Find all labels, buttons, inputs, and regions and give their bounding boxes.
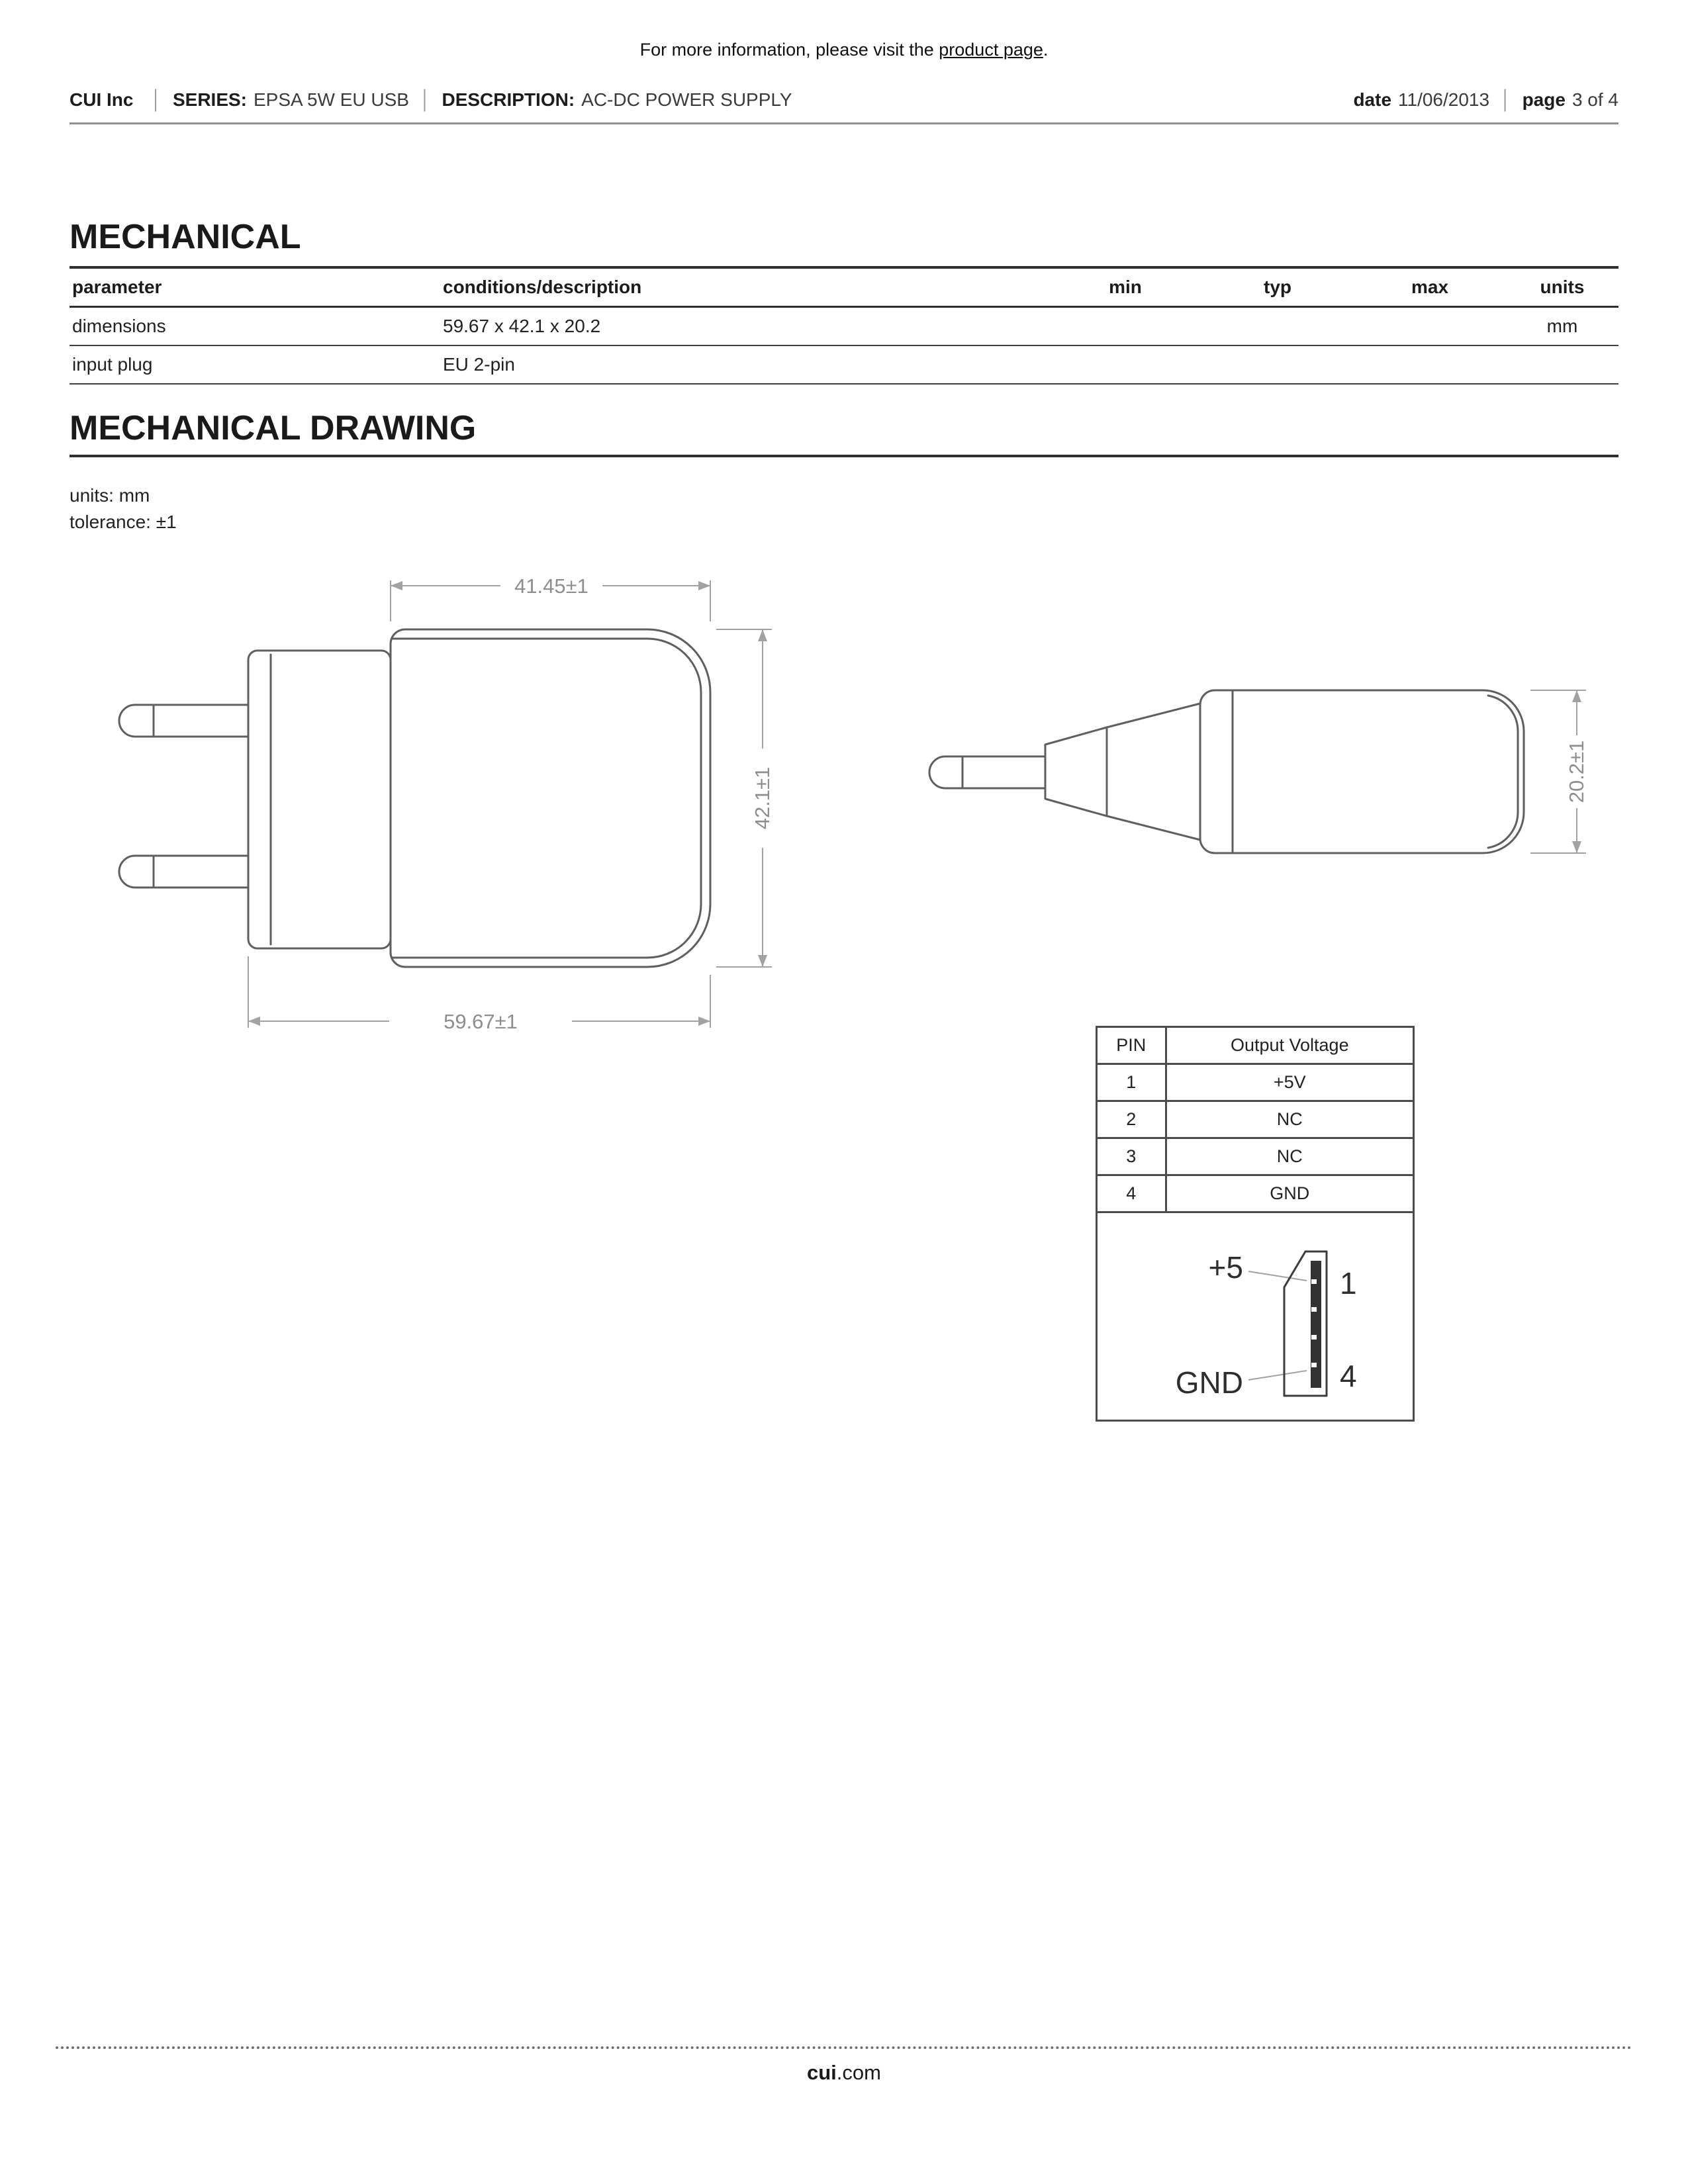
front-height-dim-label: 42.1±1 [751,766,774,830]
footer-brand[interactable] [56,2061,1632,2085]
header-left [70,89,792,111]
gnd-label: GND [1175,1365,1243,1400]
pin-number: 2 [1097,1101,1166,1138]
voltage-col-header: Output Voltage [1166,1027,1413,1064]
header-bar [70,89,1618,124]
pin-voltage: +5V [1166,1064,1413,1101]
page-label: page [1522,89,1566,110]
header-separator: │ [1500,89,1512,110]
mechanical-table [70,266,1618,385]
col-typ: typ [1264,277,1291,297]
brand-bold: cui [807,2061,837,2084]
front-width-dimension [391,574,710,621]
pin-voltage: NC [1166,1101,1413,1138]
side-plug-base [1045,704,1200,840]
plug-pin-bottom [119,856,248,887]
pin-table-block [1096,1026,1415,1422]
pin1-label: 1 [1340,1266,1357,1300]
col-units: units [1540,277,1585,297]
pin-table-header-row [1097,1027,1414,1064]
pin-col-header: PIN [1097,1027,1166,1064]
pin4-label: 4 [1340,1359,1357,1393]
side-depth-dim-label: 20.2±1 [1565,740,1588,803]
plus5-leader-line [1248,1271,1307,1281]
side-pin [929,756,1045,788]
mechanical-table-header-row [70,267,1618,307]
pin-diagram-cell [1097,1212,1414,1421]
front-height-dimension [716,629,774,967]
col-conditions: conditions/description [443,277,642,297]
top-note-prefix: For more information, please visit the [639,40,939,60]
pin-number: 4 [1097,1175,1166,1212]
description-label: DESCRIPTION: [442,89,575,110]
header-right [1353,89,1618,111]
date-value: 11/06/2013 [1398,89,1490,110]
col-min: min [1109,277,1142,297]
company-name: CUI Inc [70,89,134,110]
cell-max [1354,307,1506,346]
series-value: EPSA 5W EU USB [254,89,409,110]
plug-pin-top [119,705,248,737]
table-row-input-plug [70,345,1618,384]
side-depth-dimension [1530,690,1588,853]
units-note: units: mm [70,485,150,506]
plug-faceplate [248,651,391,948]
pin-row-4 [1097,1175,1414,1212]
pin-number: 3 [1097,1138,1166,1175]
top-note [0,0,1688,60]
col-parameter: parameter [72,277,162,297]
front-width-dim-label: 41.45±1 [514,574,588,598]
cell-description: 59.67 x 42.1 x 20.2 [443,316,601,336]
footer [56,2046,1632,2085]
pin-diagram-row [1097,1212,1414,1421]
table-row-dimensions [70,307,1618,346]
cell-parameter: dimensions [72,316,166,336]
cell-typ [1201,345,1354,384]
series-label: SERIES: [172,89,247,110]
mechanical-section-title: MECHANICAL [70,218,301,256]
pin-number: 1 [1097,1064,1166,1101]
cell-min [1049,307,1201,346]
mechanical-drawing-section-title: MECHANICAL DRAWING [70,408,1618,457]
header-separator: │ [419,89,432,110]
cell-max [1354,345,1506,384]
footer-dotted-rule [56,2046,1632,2049]
cell-units: mm [1546,316,1578,336]
tolerance-note: tolerance: ±1 [70,512,177,532]
pin-row-3 [1097,1138,1414,1175]
pin-voltage: GND [1166,1175,1413,1212]
date-label: date [1353,89,1392,110]
product-page-link[interactable]: product page [939,40,1043,60]
cell-typ [1201,307,1354,346]
side-view-drawing [861,664,1622,942]
header-separator: │ [150,89,162,110]
mechanical-drawing-area [0,565,1688,1445]
cell-units [1506,345,1618,384]
pin-voltage-table [1096,1026,1415,1422]
top-note-suffix: . [1043,40,1049,60]
brand-suffix: .com [836,2061,881,2084]
cell-parameter: input plug [72,354,153,375]
page-number: 3 of 4 [1571,89,1618,110]
col-max: max [1411,277,1449,297]
drawing-notes [70,482,1618,535]
cell-description: EU 2-pin [443,354,515,375]
pin-row-1 [1097,1064,1414,1101]
adapter-body [391,629,710,967]
pin-row-2 [1097,1101,1414,1138]
gnd-leader-line [1248,1371,1307,1380]
front-view-drawing [79,565,821,1068]
usb-pinout-diagram [1098,1213,1411,1420]
description-value: AC-DC POWER SUPPLY [581,89,792,110]
cell-min [1049,345,1201,384]
usb-connector-outline [1284,1251,1327,1396]
plus5-label: +5 [1208,1250,1243,1285]
side-body [1200,690,1524,853]
front-overall-width-dim-label: 59.67±1 [444,1010,518,1033]
pin-voltage: NC [1166,1138,1413,1175]
